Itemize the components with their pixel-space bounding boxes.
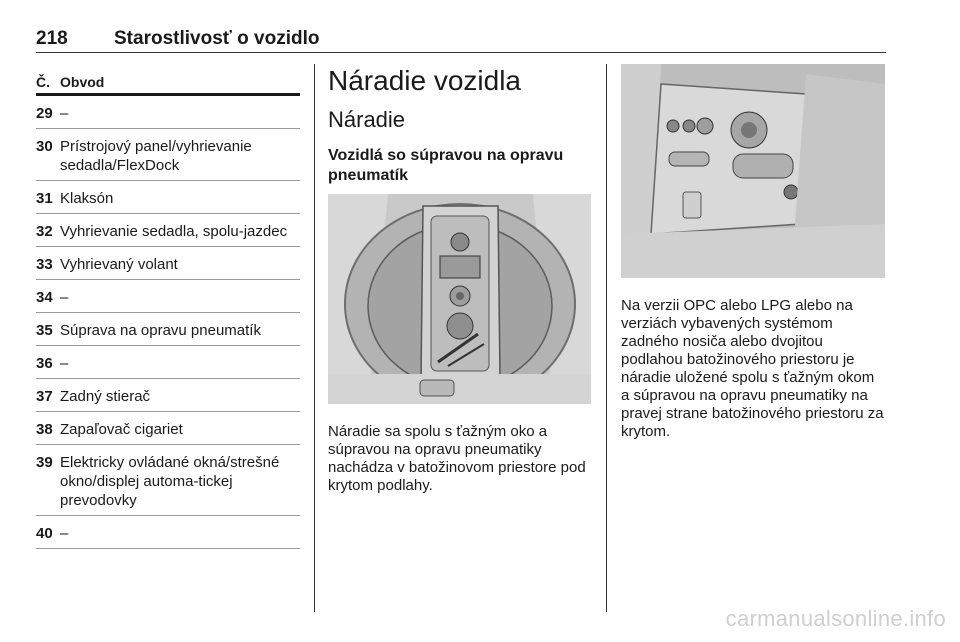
row-number: 33 <box>36 256 53 273</box>
column-number-header: Č. <box>36 74 50 90</box>
table-row <box>36 346 300 379</box>
table-row <box>36 313 300 346</box>
row-text: Vyhrievaný volant <box>60 256 178 273</box>
row-text: Prístrojový panel/vyhrievanie sedadla/FlexDock <box>60 138 252 174</box>
row-number: 36 <box>36 355 53 372</box>
row-text: Vyhrievanie sedadla, spolu-jazdec <box>60 223 288 240</box>
table-row <box>36 412 300 445</box>
paragraph-alternative-location: Na verzii OPC alebo LPG alebo na verziách vybavených systémom zadného nosiča alebo dvojitou podlahou batožinového priestoru je náradie uložené spolu s ťažným okom a súpravou na opravu pneumatiky na pravej strane batožinového priestoru za krytom. <box>621 297 884 440</box>
section-subtitle: Náradie <box>328 107 406 132</box>
column-divider <box>314 64 315 612</box>
table-row <box>36 445 300 516</box>
row-number: 37 <box>36 388 53 405</box>
spare-wheel-well-illustration <box>328 194 591 404</box>
watermark: carmanualsonline.info <box>725 606 946 631</box>
table-row <box>36 379 300 412</box>
column-divider <box>606 64 607 612</box>
row-text: Klaksón <box>60 190 114 207</box>
table-row <box>36 516 300 549</box>
right-column <box>621 64 885 441</box>
row-number: 39 <box>36 454 53 471</box>
table-row <box>36 96 300 129</box>
row-text: – <box>60 525 69 542</box>
row-text: Zadný stierač <box>60 388 151 405</box>
column-circuit-header: Obvod <box>60 74 105 90</box>
fuse-table-header <box>36 66 300 96</box>
row-text: Elektricky ovládané okná/strešné okno/displej automa-tickej prevodovky <box>60 454 280 509</box>
section-title: Náradie vozidla <box>328 65 521 96</box>
table-row <box>36 280 300 313</box>
section-subheading: Vozidlá so súpravou na opravu pneumatík <box>328 147 564 184</box>
row-number: 40 <box>36 525 53 542</box>
table-row <box>36 181 300 214</box>
row-text: – <box>60 355 69 372</box>
table-row <box>36 247 300 280</box>
paragraph-tools-location: Náradie sa spolu s ťažným oko a súpravou na opravu pneumatiky nachádza v batožinovom priestore pod krytom podlahy. <box>328 423 586 494</box>
page-header <box>36 28 886 53</box>
row-number: 32 <box>36 223 53 240</box>
trunk-side-compartment-illustration <box>621 64 885 278</box>
row-text: – <box>60 105 69 122</box>
row-number: 30 <box>36 138 53 155</box>
row-text: – <box>60 289 69 306</box>
fuse-table <box>36 66 300 549</box>
row-number: 29 <box>36 105 53 122</box>
row-number: 38 <box>36 421 53 438</box>
row-number: 31 <box>36 190 53 207</box>
row-text: Súprava na opravu pneumatík <box>60 322 261 339</box>
page-number: 218 <box>36 28 68 49</box>
row-number: 34 <box>36 289 53 306</box>
table-row <box>36 129 300 181</box>
page-title: Starostlivosť o vozidlo <box>114 28 320 49</box>
row-text: Zapaľovač cigariet <box>60 421 183 438</box>
table-row <box>36 214 300 247</box>
section-column <box>328 64 592 495</box>
row-number: 35 <box>36 322 53 339</box>
